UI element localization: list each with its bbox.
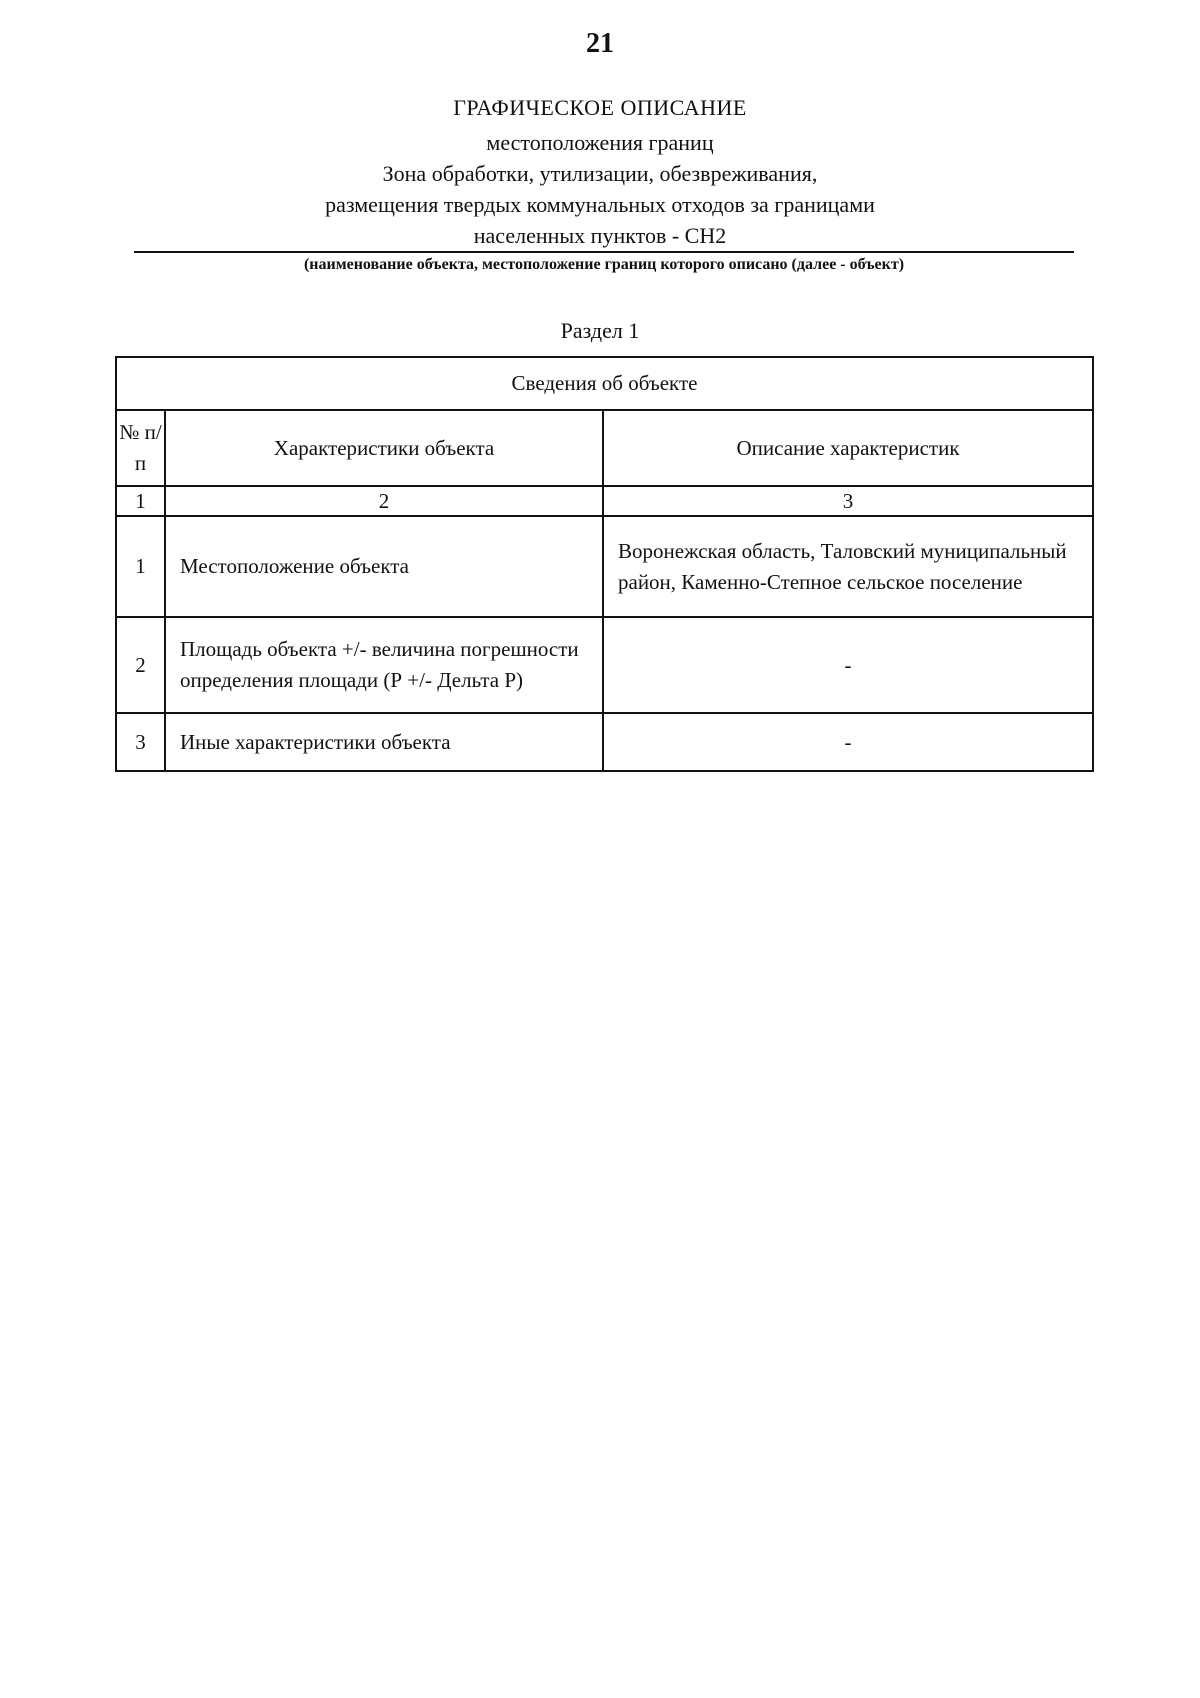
row-description: Воронежская область, Таловский муниципальный район, Каменно-Степное сельское поселение: [603, 516, 1093, 617]
table-caption-row: [116, 357, 1093, 410]
document-title: ГРАФИЧЕСКОЕ ОПИСАНИЕ: [453, 95, 747, 120]
row-num: 3: [116, 713, 165, 771]
section-label: Раздел 1: [560, 318, 640, 343]
table-row: [116, 516, 1093, 617]
title-underline: [134, 251, 1074, 253]
page-number: 21: [586, 28, 614, 59]
header-description: Описание характеристик: [603, 410, 1093, 486]
column-number: 3: [603, 486, 1093, 516]
object-info-table: [115, 356, 1094, 772]
header-num: № п/п: [116, 410, 165, 486]
table-row: [116, 713, 1093, 771]
row-characteristic: Иные характеристики объекта: [165, 713, 603, 771]
column-number: 2: [165, 486, 603, 516]
table-caption: Сведения об объекте: [116, 357, 1093, 410]
row-num: 2: [116, 617, 165, 713]
header-characteristic: Характеристики объекта: [165, 410, 603, 486]
object-caption: (наименование объекта, местоположение границ которого описано (далее - объект): [303, 256, 905, 273]
table-row: [116, 617, 1093, 713]
table-header-row: [116, 410, 1093, 486]
row-description: -: [603, 617, 1093, 713]
title-block: [0, 92, 1200, 251]
subtitle-line: Зона обработки, утилизации, обезвреживания,: [382, 161, 818, 186]
row-characteristic: Местоположение объекта: [165, 516, 603, 617]
column-number: 1: [116, 486, 165, 516]
subtitle-line: местоположения границ: [486, 130, 714, 155]
row-characteristic: Площадь объекта +/- величина погрешности определения площади (Р +/- Дельта Р): [165, 617, 603, 713]
row-description: -: [603, 713, 1093, 771]
row-num: 1: [116, 516, 165, 617]
subtitle-line: размещения твердых коммунальных отходов за границами: [325, 192, 875, 217]
column-number-row: [116, 486, 1093, 516]
subtitle-line: населенных пунктов - СН2: [473, 223, 727, 248]
